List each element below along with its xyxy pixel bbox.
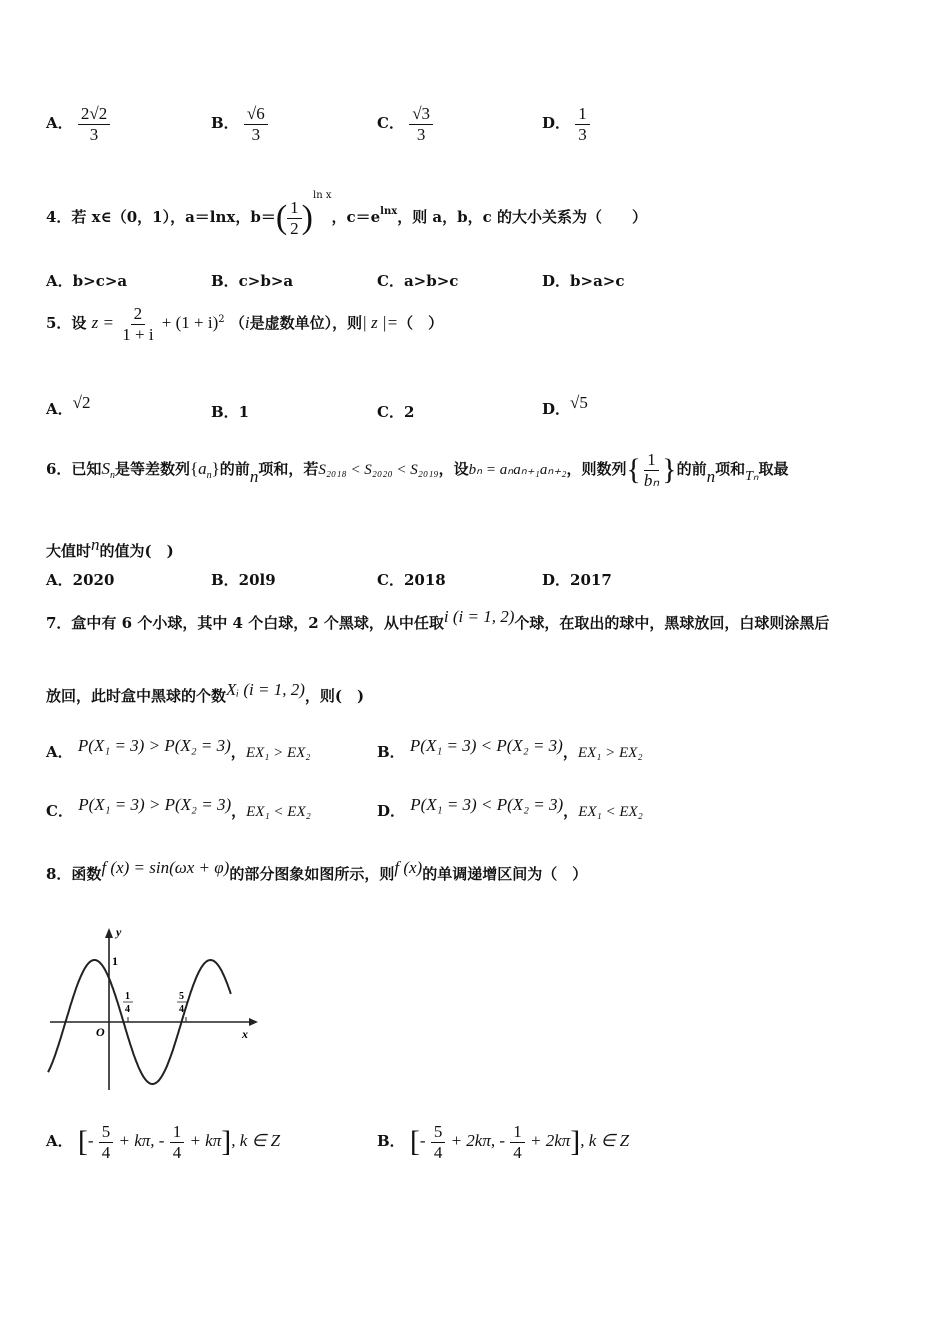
option-label: B． <box>211 114 239 133</box>
option-label: A． <box>46 1132 73 1151</box>
fraction <box>409 104 433 144</box>
brace-close: } <box>662 453 677 487</box>
tick1-numerator: 1 <box>125 991 130 1002</box>
q7-option-c <box>46 795 311 821</box>
formula: EX₁ < EX₂ <box>578 804 643 820</box>
y-axis-arrow <box>105 928 113 938</box>
fraction <box>99 1122 114 1162</box>
sine-graph <box>46 922 266 1094</box>
numerator: 1 <box>510 1122 525 1143</box>
formula: S <box>101 459 110 479</box>
formula: P(X₁ = 3) < P(X₂ = 3) <box>409 736 563 755</box>
denominator: 2 <box>290 218 299 238</box>
subscript: n <box>109 470 115 482</box>
formula: z = <box>91 313 115 333</box>
fraction <box>119 304 156 344</box>
numerator: 2 <box>131 304 146 325</box>
formula: S₂₀₁₈ < S₂₀₂₀ < S₂₀₁₉ <box>318 462 439 479</box>
numerator: 2√2 <box>78 104 110 125</box>
numerator: √3 <box>409 104 433 125</box>
formula: i (i = 1, 2) <box>443 607 515 626</box>
q6-option-c: C．2018 <box>377 571 446 589</box>
fraction <box>431 1122 446 1162</box>
option-label: D． <box>542 114 571 133</box>
option-label: C． <box>377 114 404 133</box>
q5-option-b: B．1 <box>211 403 250 421</box>
formula: n <box>91 535 100 554</box>
q6-text: 是等差数列 <box>114 460 190 479</box>
q6-text: 项和，若 <box>258 460 319 479</box>
q7-stem <box>46 607 829 633</box>
q8-text: 的单调递增区间为（ ） <box>422 865 588 883</box>
q6-text: 项和 <box>715 460 746 479</box>
denominator: 3 <box>89 124 99 144</box>
q3-option-a <box>46 104 110 144</box>
denominator: bₙ <box>643 470 660 490</box>
option-label: D． <box>542 400 571 418</box>
q6-option-d: D．2017 <box>542 571 612 589</box>
y-one-label: 1 <box>112 954 118 968</box>
denominator: 4 <box>101 1142 111 1162</box>
formula: n <box>706 467 716 487</box>
option-label: A． <box>46 114 73 133</box>
option-label: D． <box>377 802 406 820</box>
q3-option-d <box>542 104 590 144</box>
q7-option-b <box>377 736 643 762</box>
tick2-denominator: 4 <box>179 1004 184 1015</box>
fraction <box>510 1122 525 1162</box>
q6-text: 取最 <box>758 460 789 479</box>
q5-text: 5．设 <box>46 314 87 333</box>
exponent: ln x <box>313 190 332 201</box>
denominator: 1 + i <box>122 324 154 344</box>
denominator: 3 <box>578 124 587 144</box>
q6-text: 的前 <box>676 460 707 479</box>
x-axis-arrow <box>249 1018 258 1026</box>
q5-stem <box>46 304 443 344</box>
formula: , k ∈ Z <box>231 1131 281 1151</box>
numerator: 1 <box>575 104 590 125</box>
formula: Xᵢ (i = 1, 2) <box>226 680 305 699</box>
q8-text: 的部分图象如图所示，则 <box>229 865 395 883</box>
bracket-close: ] <box>221 1125 232 1159</box>
q6-option-b: B．20l9 <box>211 571 276 589</box>
q4-option-d: D．b>a>c <box>542 272 625 290</box>
q4-stem <box>46 190 647 238</box>
q4-text: ，则 a，b，c 的大小关系为（ ） <box>397 208 647 226</box>
formula: i <box>244 313 250 333</box>
y-label: y <box>116 925 122 939</box>
q3-option-c <box>377 104 433 144</box>
comma: ， <box>562 743 578 761</box>
formula: EX₁ < EX₂ <box>246 804 311 820</box>
formula: + (1 + i) <box>161 313 219 333</box>
paren-close: ) <box>301 199 313 236</box>
formula: + 2kπ <box>529 1131 571 1151</box>
q6-text: 大值时 <box>46 542 92 560</box>
q6-text: ，设 <box>438 460 469 479</box>
formula: a <box>198 459 207 479</box>
comma: ， <box>231 802 247 820</box>
q4-option-b: B．c>b>a <box>211 272 294 290</box>
q7-option-a <box>46 736 311 762</box>
origin-label: O <box>96 1025 105 1039</box>
fraction <box>170 1122 185 1162</box>
option-label: B． <box>377 743 405 761</box>
formula: + kπ <box>189 1131 222 1151</box>
q7-text: ，则( ) <box>304 687 365 705</box>
bracket-open: [ <box>77 1125 88 1159</box>
formula: P(X₁ = 3) > P(X₂ = 3) <box>78 795 232 814</box>
fraction <box>78 104 110 144</box>
q6-text: 的前 <box>219 460 250 479</box>
q7-text: 个球，在取出的球中，黑球放回，白球则涂黑后 <box>514 614 830 632</box>
comma: ， <box>563 802 579 820</box>
q6-text: ，则数列 <box>566 460 627 479</box>
q5-option-a <box>46 393 90 419</box>
q6-text: 的值为( ) <box>99 542 174 560</box>
fraction <box>575 104 590 144</box>
q5-text: 是虚数单位），则 <box>249 314 363 333</box>
q7-stem-line2 <box>46 680 364 706</box>
q7-option-d <box>377 795 643 821</box>
q6-stem-line2 <box>46 535 174 561</box>
tick1-denominator: 4 <box>125 1004 130 1015</box>
q4-text: ，c＝e <box>331 208 381 226</box>
q5-text: （ <box>229 314 245 333</box>
formula: P(X₁ = 3) > P(X₂ = 3) <box>77 736 231 755</box>
q4-text: 4．若 x∈（0，1），a＝lnx，b＝ <box>46 208 276 226</box>
bracket-open: [ <box>409 1125 420 1159</box>
q6-option-a: A．2020 <box>46 571 115 589</box>
formula: , k ∈ Z <box>580 1131 630 1151</box>
q8-option-a <box>46 1122 280 1162</box>
numerator: 1 <box>170 1122 185 1143</box>
q5-option-c: C．2 <box>377 403 415 421</box>
option-label: C． <box>46 802 73 820</box>
brace-open: { <box>189 459 199 479</box>
numerator: 5 <box>431 1122 446 1143</box>
fraction <box>641 450 662 490</box>
q6-text: 6．已知 <box>46 460 102 479</box>
formula: | z |= <box>362 313 399 333</box>
formula: bₙ = aₙaₙ₊₁aₙ₊₂ <box>468 462 567 479</box>
formula: f (x) <box>394 858 423 877</box>
formula: - <box>419 1131 426 1151</box>
formula: √2 <box>72 393 91 412</box>
fraction <box>244 104 268 144</box>
formula: - <box>87 1131 94 1151</box>
formula: Tₙ <box>745 469 759 485</box>
formula: EX₁ > EX₂ <box>245 745 311 761</box>
formula: + 2kπ, - <box>450 1131 506 1151</box>
formula: f (x) = sin(ωx + φ) <box>101 858 230 877</box>
comma: ， <box>230 743 246 761</box>
q7-text: 7．盒中有 6 个小球，其中 4 个白球，2 个黑球，从中任取 <box>46 614 444 632</box>
exponent: 2 <box>218 314 225 326</box>
exponent: lnx <box>380 206 398 217</box>
option-label: A． <box>46 400 73 418</box>
q5-option-d <box>542 393 588 419</box>
numerator: 1 <box>287 198 302 219</box>
formula: n <box>249 467 259 487</box>
q4-option-a: A．b>c>a <box>46 272 128 290</box>
option-label: A． <box>46 743 73 761</box>
fraction <box>287 198 302 238</box>
q8-text: 8．函数 <box>46 865 102 883</box>
denominator: 4 <box>172 1142 182 1162</box>
q5-text: （ ） <box>398 314 444 333</box>
formula: √5 <box>570 393 588 412</box>
brace-close: } <box>211 459 220 479</box>
numerator: 5 <box>99 1122 114 1143</box>
paren-open: ( <box>275 199 288 236</box>
q7-text: 放回，此时盒中黑球的个数 <box>46 687 227 705</box>
q8-stem <box>46 858 587 884</box>
subscript: n <box>206 470 212 482</box>
bracket-close: ] <box>570 1125 581 1159</box>
q4-option-c: C．a>b>c <box>377 272 459 290</box>
q6-stem <box>46 450 789 490</box>
tick2-numerator: 5 <box>179 991 184 1002</box>
numerator: √6 <box>244 104 268 125</box>
denominator: 3 <box>251 124 261 144</box>
denominator: 4 <box>433 1142 443 1162</box>
x-label: x <box>242 1027 248 1041</box>
denominator: 4 <box>513 1142 522 1162</box>
q3-option-b <box>211 104 268 144</box>
denominator: 3 <box>416 124 426 144</box>
q8-option-b <box>377 1122 629 1162</box>
formula: + kπ, - <box>118 1131 165 1151</box>
formula: EX₁ > EX₂ <box>577 745 643 761</box>
numerator: 1 <box>644 450 659 471</box>
option-label: B． <box>377 1132 405 1151</box>
formula: P(X₁ = 3) < P(X₂ = 3) <box>410 795 564 814</box>
brace-open: { <box>626 453 641 487</box>
